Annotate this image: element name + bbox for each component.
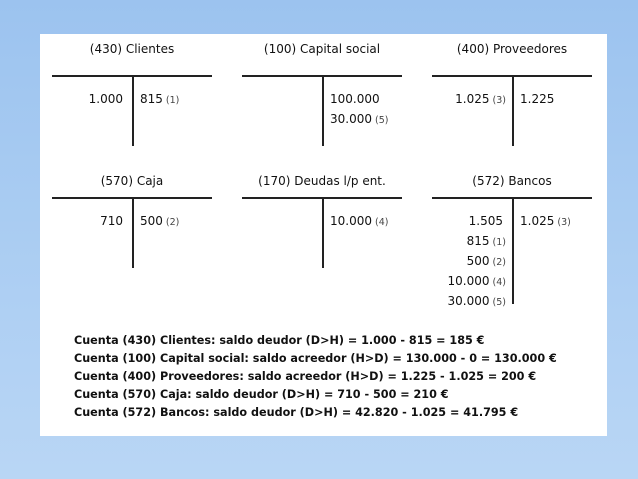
credit-column <box>330 212 388 232</box>
t-account-vertical-line <box>322 198 324 268</box>
entry: 500 (2) <box>140 214 180 228</box>
entry: 30.000 (5) <box>447 294 506 308</box>
summary-line: Cuenta (100) Capital social: saldo acreedor (H>D) = 130.000 - 0 = 130.000 € <box>74 352 557 365</box>
entry: 10.000 (4) <box>330 214 389 228</box>
entry: 1.000 <box>88 92 123 106</box>
summary-line: Cuenta (400) Proveedores: saldo acreedor (H>D) = 1.225 - 1.025 = 200 € <box>74 370 537 383</box>
entry: 500 (2) <box>466 254 506 268</box>
credit-column <box>140 212 179 232</box>
account-title: (400) Proveedores <box>456 42 568 56</box>
balance-summary <box>74 332 557 422</box>
t-account-vertical-line <box>512 198 514 304</box>
t-account-vertical-line <box>512 76 514 146</box>
entry: 815 (1) <box>140 92 180 106</box>
entry: 1.505 <box>468 214 503 228</box>
account-title: (430) Clientes <box>89 42 175 56</box>
ledger-sheet <box>40 34 607 436</box>
debit-column <box>100 212 126 232</box>
account-title: (570) Caja <box>100 174 164 188</box>
credit-column <box>520 90 557 110</box>
summary-line: Cuenta (572) Bancos: saldo deudor (D>H) = 42.820 - 1.025 = 41.795 € <box>74 406 519 419</box>
debit-column <box>448 212 506 312</box>
entry: 30.000 (5) <box>330 112 389 126</box>
summary-line: Cuenta (430) Clientes: saldo deudor (D>H) = 1.000 - 815 = 185 € <box>74 334 485 347</box>
credit-column <box>520 212 571 232</box>
t-account-vertical-line <box>132 198 134 268</box>
entry: 10.000 (4) <box>447 274 506 288</box>
credit-column <box>330 90 388 130</box>
summary-line: Cuenta (570) Caja: saldo deudor (D>H) = 710 - 500 = 210 € <box>74 388 449 401</box>
entry: 1.025 (3) <box>520 214 571 228</box>
t-account-vertical-line <box>132 76 134 146</box>
debit-column <box>455 90 506 110</box>
entry: 1.225 <box>520 92 555 106</box>
account-title: (572) Bancos <box>472 174 552 188</box>
entry: 815 (1) <box>466 234 506 248</box>
entry: 1.025 (3) <box>455 92 506 106</box>
account-title: (170) Deudas l/p ent. <box>258 174 386 188</box>
t-account-vertical-line <box>322 76 324 146</box>
account-title: (100) Capital social <box>263 42 381 56</box>
debit-column <box>89 90 126 110</box>
entry: 710 <box>100 214 123 228</box>
entry: 100.000 <box>330 92 380 106</box>
credit-column <box>140 90 179 110</box>
